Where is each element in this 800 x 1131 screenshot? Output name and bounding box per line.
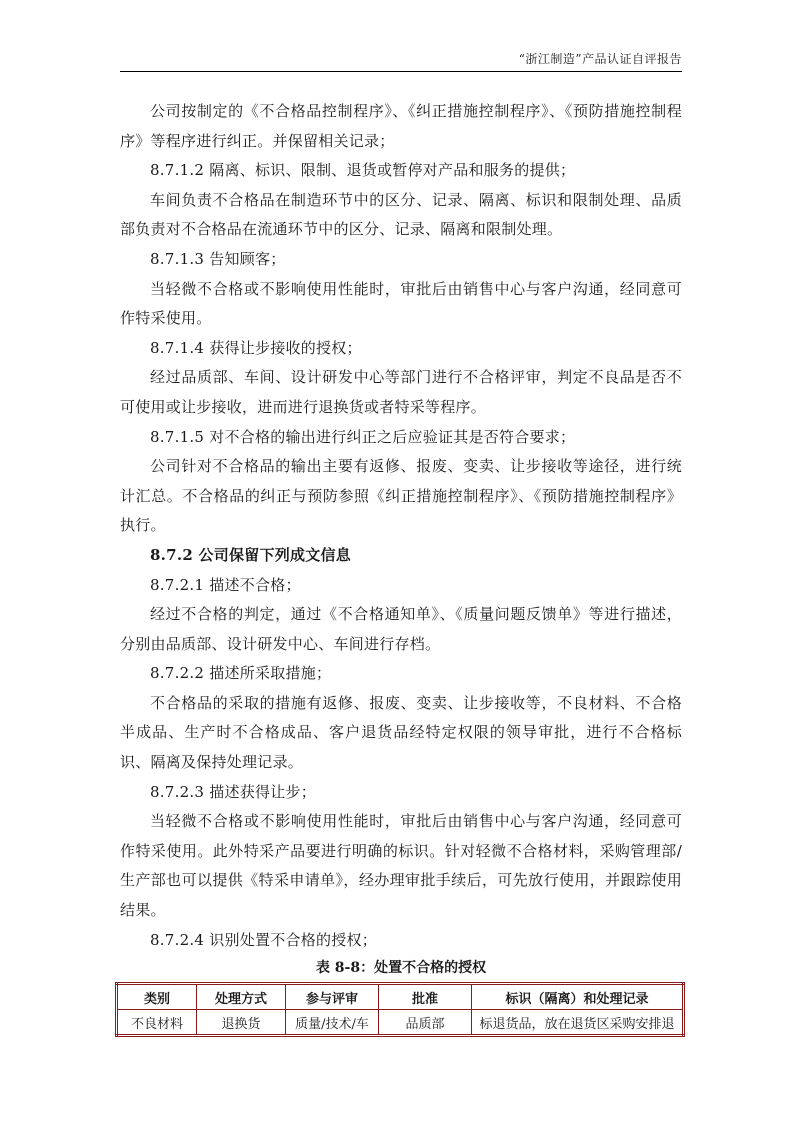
table-header-row [117, 984, 684, 1010]
section-heading: 8.7.1.3 告知顾客； [150, 249, 286, 268]
paragraph: 经过不合格的判定，通过《不合格通知单》、《质量问题反馈单》等进行描述，分别由品质部、设计研发中心、车间进行存档。 [120, 605, 682, 653]
paragraph: 当轻微不合格或不影响使用性能时，审批后由销售中心与客户沟通，经同意可作特采使用。此外特采产品要进行明确的标识。针对轻微不合格材料，采购管理部/生产部也可以提供《特采申请单》，经办理审批手续后，可先放行使用，并跟踪使用结果。 [120, 812, 682, 920]
section-heading: 8.7.1.5 对不合格的输出进行纠正之后应验证其是否符合要求； [150, 427, 576, 446]
table-header-cell: 处理方式 [197, 984, 286, 1010]
table-cell: 标退货品，放在退货区采购安排退 [472, 1010, 684, 1036]
paragraph: 不合格品的采取的措施有返修、报废、变卖、让步接收等，不良材料、不合格半成品、生产时不合格成品、客户退货品经特定权限的领导审批，进行不合格标识、隔离及保持处理记录。 [120, 693, 682, 772]
paragraph: 当轻微不合格或不影响使用性能时，审批后由销售中心与客户沟通，经同意可作特采使用。 [120, 279, 682, 328]
paragraph: 公司按制定的《不合格品控制程序》、《纠正措施控制程序》、《预防措施控制程序》等程序进行纠正。并保留相关记录； [120, 102, 682, 150]
section-heading: 8.7.2.1 描述不合格； [150, 575, 301, 594]
table-caption: 表 8-8：处置不合格的授权 [315, 960, 487, 977]
section-heading-bold: 8.7.2 公司保留下列成文信息 [150, 545, 351, 564]
paragraph: 车间负责不合格品在制造环节中的区分、记录、隔离、标识和限制处理、品质部负责对不合格品在流通环节中的区分、记录、隔离和限制处理。 [120, 190, 682, 239]
table-header-cell: 批准 [379, 984, 472, 1010]
table-header-cell: 类别 [117, 984, 197, 1010]
table-header-cell: 参与评审 [286, 984, 379, 1010]
table-cell: 质量/技术/车 [286, 1010, 379, 1036]
authorization-table [115, 982, 685, 1037]
section-heading: 8.7.2.3 描述获得让步； [150, 782, 316, 801]
table-row [117, 1010, 684, 1036]
table-cell: 退换货 [197, 1010, 286, 1036]
paragraph: 公司针对不合格品的输出主要有返修、报废、变卖、让步接收等途径，进行统计汇总。不合格品的纠正与预防参照《纠正措施控制程序》、《预防措施控制程序》执行。 [120, 457, 682, 535]
section-heading: 8.7.2.4 识别处置不合格的授权； [150, 930, 377, 949]
section-heading: 8.7.1.4 获得让步接收的授权； [150, 338, 362, 357]
section-heading: 8.7.2.2 描述所采取措施； [150, 664, 332, 683]
table-header-cell: 标识（隔离）和处理记录 [472, 984, 684, 1010]
header-title: “浙江制造”产品认证自评报告 [518, 52, 682, 66]
table-cell: 不良材料 [117, 1010, 197, 1036]
paragraph: 经过品质部、车间、设计研发中心等部门进行不合格评审，判定不良品是否不可使用或让步接收，进而进行退换货或者特采等程序。 [120, 368, 682, 416]
header-rule [120, 71, 682, 72]
section-heading: 8.7.1.2 隔离、标识、限制、退货或暂停对产品和服务的提供； [150, 161, 576, 180]
document-body [120, 97, 682, 1037]
table-cell: 品质部 [379, 1010, 472, 1036]
